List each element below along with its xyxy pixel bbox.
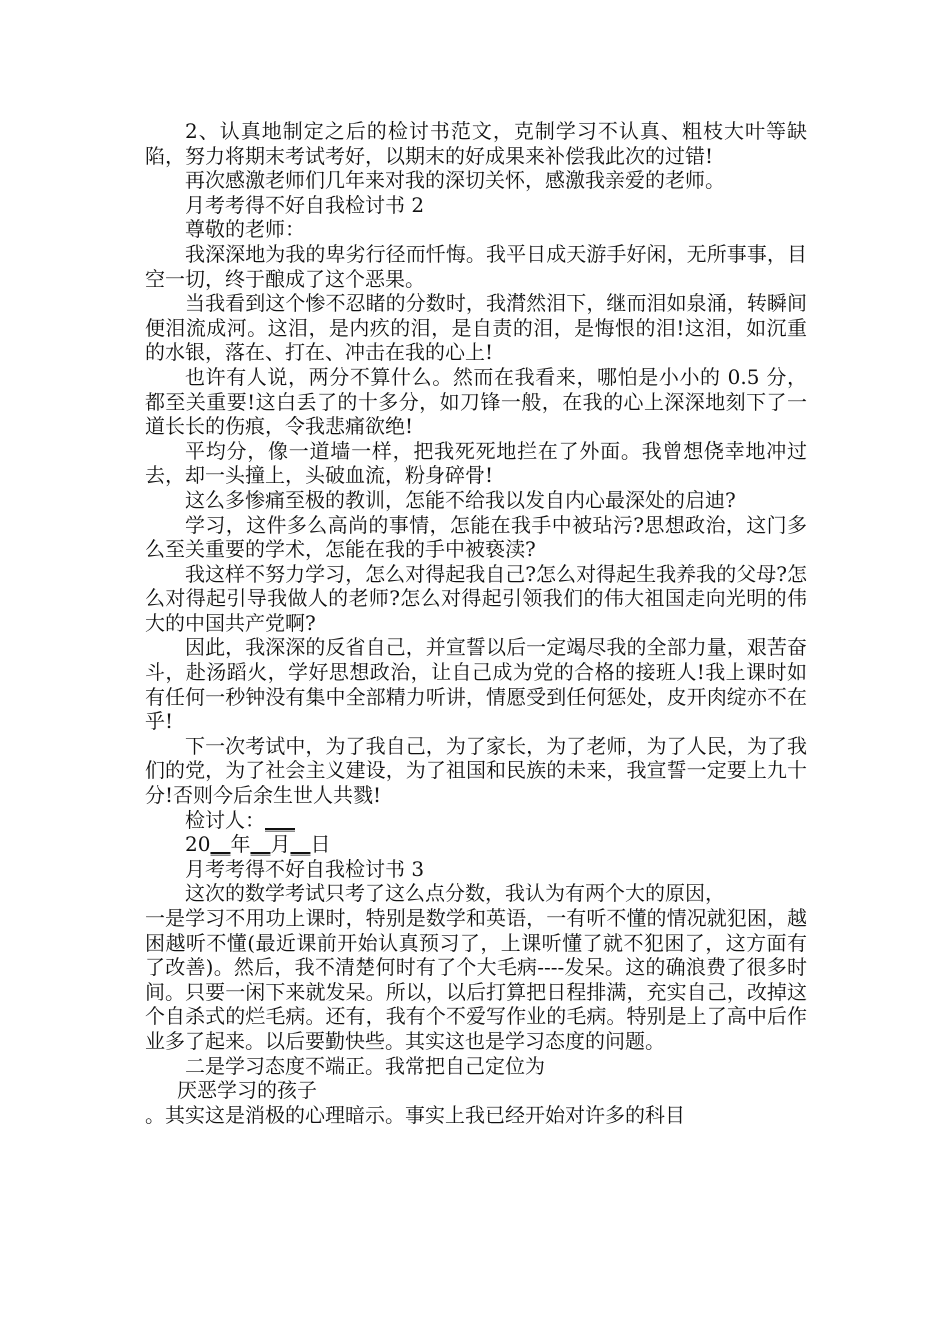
paragraph: 二是学习态度不端正。我常把自己定位为 [185,1053,545,1078]
paragraph: 平均分，像一道墙一样，把我死死地拦在了外面。我曾想侥幸地冲过去，却一头撞上，头破血流，粉身碎骨! [145,438,807,488]
section-heading: 月考考得不好自我检讨书 3 [185,856,425,881]
date-blank-year: __ [210,832,231,857]
paragraph: 我深深地为我的卑劣行径而忏悔。我平日成天游手好闲，无所事事，目空一切，终于酿成了这个恶果。 [145,241,807,291]
date-line [145,832,807,857]
paragraph: 一是学习不用功上课时，特别是数学和英语，一有听不懂的情况就犯困，越困越听不懂(最近课前开始认真预习了，上课听懂了就不犯困了，这方面有了改善)。然后，我不清楚何时有了个大毛病----发呆。这的确浪费了很多时间。只要一闲下来就发呆。所以，以后打算把日程排满，充实自己，改掉这个自杀式的烂毛病。还有，我有个不爱写作业的毛病。特别是上了高中后作业多了起来。以后要勤快些。其实这也是学习态度的问题。 [145,906,807,1053]
date-year: 20 [185,832,211,857]
paragraph: 我这样不努力学习，怎么对得起我自己?怎么对得起生我养我的父母?怎么对得起引导我做人的老师?怎么对得起引领我们的伟大祖国走向光明的伟大的中国共产党啊? [145,561,807,635]
date-year-unit: 年 [230,832,251,857]
section-heading: 月考考得不好自我检讨书 2 [185,192,425,217]
signer-line [145,808,807,833]
paragraph: 因此，我深深的反省自己，并宣誓以后一定竭尽我的全部力量，艰苦奋斗，赴汤蹈火，学好思想政治，让自己成为党的合格的接班人!我上课时如有任何一秒钟没有集中全部精力听讲，情愿受到任何惩处，皮开肉绽亦不在乎! [145,635,807,734]
paragraph: 。其实这是消极的心理暗示。事实上我已经开始对许多的科目 [145,1102,685,1127]
paragraph: 下一次考试中，为了我自己，为了家长，为了老师，为了人民，为了我们的党，为了社会主义建设，为了祖国和民族的未来，我宣誓一定要上九十分!否则今后余生世人共戮! [145,733,807,808]
date-blank-day: __ [290,832,311,857]
paragraph: 2、认真地制定之后的检讨书范文，克制学习不认真、粗枝大叶等缺陷，努力将期末考试考好，以期末的好成果来补偿我此次的过错! [145,119,807,168]
paragraph: 再次感激老师们几年来对我的深切关怀，感激我亲爱的老师。 [185,168,725,193]
paragraph: 厌恶学习的孩子 [177,1078,317,1103]
paragraph: 这次的数学考试只考了这么点分数，我认为有两个大的原因， [185,881,725,906]
signer-label: 检讨人： [185,807,265,832]
salutation: 尊敬的老师： [185,217,305,242]
paragraph: 学习，这件多么高尚的事情，怎能在我手中被玷污?思想政治，这门多么至关重要的学术，怎能在我的手中被亵渎? [145,512,807,562]
paragraph: 也许有人说，两分不算什么。然而在我看来，哪怕是小小的 0.5 分，都至关重要!这白丢了的十多分，如刀锋一般，在我的心上深深地刻下了一道长长的伤痕，令我悲痛欲绝! [145,364,807,439]
date-day-unit: 日 [310,832,331,857]
document-body [145,119,807,1127]
paragraph: 当我看到这个惨不忍睹的分数时，我潸然泪下，继而泪如泉涌，转瞬间便泪流成河。这泪，是内疚的泪，是自责的泪，是悔恨的泪!这泪，如沉重的水银，落在、打在、冲击在我的心上! [145,291,807,365]
signer-blank: ___ [265,807,295,832]
paragraph: 这么多惨痛至极的教训，怎能不给我以发自内心最深处的启迪? [185,487,736,512]
date-blank-month: __ [250,832,271,857]
date-month-unit: 月 [270,832,291,857]
